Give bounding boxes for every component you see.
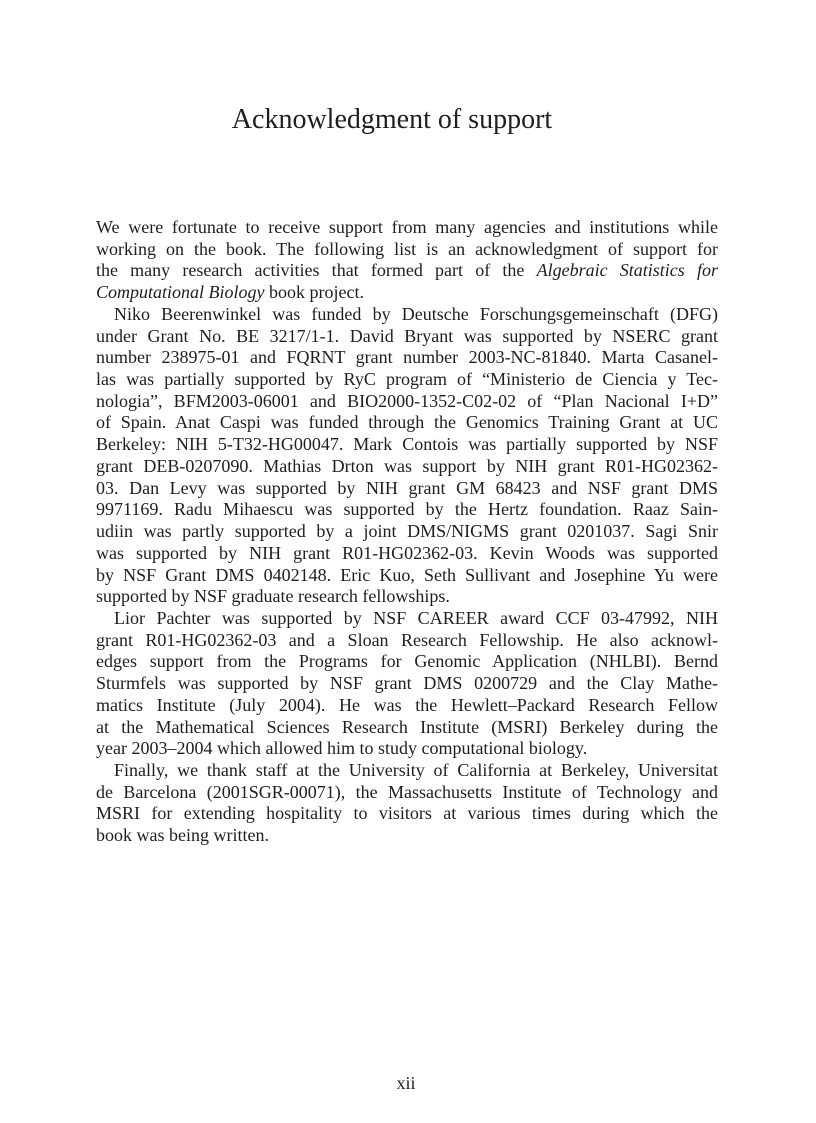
text-line: working on the book. The following list is an acknowledgment of support for — [96, 238, 718, 259]
text-line: was supported by NIH grant R01-HG02362-03. Kevin Woods was supported — [96, 542, 718, 563]
text-line: Lior Pachter was supported by NSF CAREER award CCF 03-47992, NIH — [114, 607, 718, 628]
text-run: book project. — [264, 282, 364, 303]
text-line: by NSF Grant DMS 0402148. Eric Kuo, Seth Sullivant and Josephine Yu were — [96, 564, 718, 585]
page-number: xii — [396, 1073, 416, 1093]
text-line: under Grant No. BE 3217/1-1. David Bryant was supported by NSERC grant — [96, 325, 718, 346]
book-title-italic: Computational Biology — [96, 282, 265, 303]
chapter-title: Acknowledgment of support — [231, 104, 553, 135]
text-line: nologia”, BFM2003-06001 and BIO2000-1352-C02-02 of “Plan Nacional I+D” — [96, 390, 718, 411]
text-line: de Barcelona (2001SGR-00071), the Massachusetts Institute of Technology and — [96, 781, 718, 802]
text-line: 03. Dan Levy was supported by NIH grant GM 68423 and NSF grant DMS — [96, 477, 718, 498]
paragraph-intro — [96, 217, 718, 304]
text-line: las was partially supported by RyC program of “Ministerio de Ciencia y Tec- — [96, 369, 718, 390]
text-line: edges support from the Programs for Genomic Application (NHLBI). Bernd — [96, 651, 718, 672]
paragraph-funding — [96, 304, 718, 608]
text-line: Niko Beerenwinkel was funded by Deutsche Forschungsgemeinschaft (DFG) — [114, 303, 718, 324]
text-line: matics Institute (July 2004). He was the Hewlett–Packard Research Fellow — [96, 694, 718, 715]
text-line: at the Mathematical Sciences Research Institute (MSRI) Berkeley during the — [96, 716, 718, 737]
text-run: the many research activities that formed part of the — [96, 260, 537, 281]
text-line: number 238975-01 and FQRNT grant number 2003-NC-81840. Marta Casanel- — [96, 347, 718, 368]
text-line: grant DEB-0207090. Mathias Drton was support by NIH grant R01-HG02362- — [96, 455, 718, 476]
text-line — [96, 260, 718, 282]
paragraph-thanks — [96, 760, 718, 847]
text-line: Finally, we thank staff at the University of California at Berkeley, Universitat — [114, 759, 718, 780]
text-line: udiin was partly supported by a joint DMS/NIGMS grant 0201037. Sagi Snir — [96, 521, 718, 542]
text-line: 9971169. Radu Mihaescu was supported by the Hertz foundation. Raaz Sain- — [96, 499, 718, 520]
text-line: grant R01-HG02362-03 and a Sloan Research Fellowship. He also acknowl- — [96, 629, 718, 650]
text-line: supported by NSF graduate research fellowships. — [96, 586, 450, 607]
text-line: of Spain. Anat Caspi was funded through the Genomics Training Grant at UC — [96, 412, 718, 433]
body-text — [96, 217, 718, 847]
text-line: year 2003–2004 which allowed him to study computational biology. — [96, 738, 588, 759]
text-line — [96, 282, 718, 304]
book-title-italic: Algebraic Statistics for — [536, 260, 718, 281]
text-line: We were fortunate to receive support from many agencies and institutions while — [96, 217, 718, 237]
text-line: Sturmfels was supported by NSF grant DMS 0200729 and the Clay Mathe- — [96, 673, 718, 694]
text-line: MSRI for extending hospitality to visitors at various times during which the — [96, 803, 718, 824]
text-line: book was being written. — [96, 825, 269, 846]
text-line: Berkeley: NIH 5-T32-HG00047. Mark Contois was partially supported by NSF — [96, 434, 718, 455]
paragraph-pachter-sturmfels — [96, 608, 718, 760]
